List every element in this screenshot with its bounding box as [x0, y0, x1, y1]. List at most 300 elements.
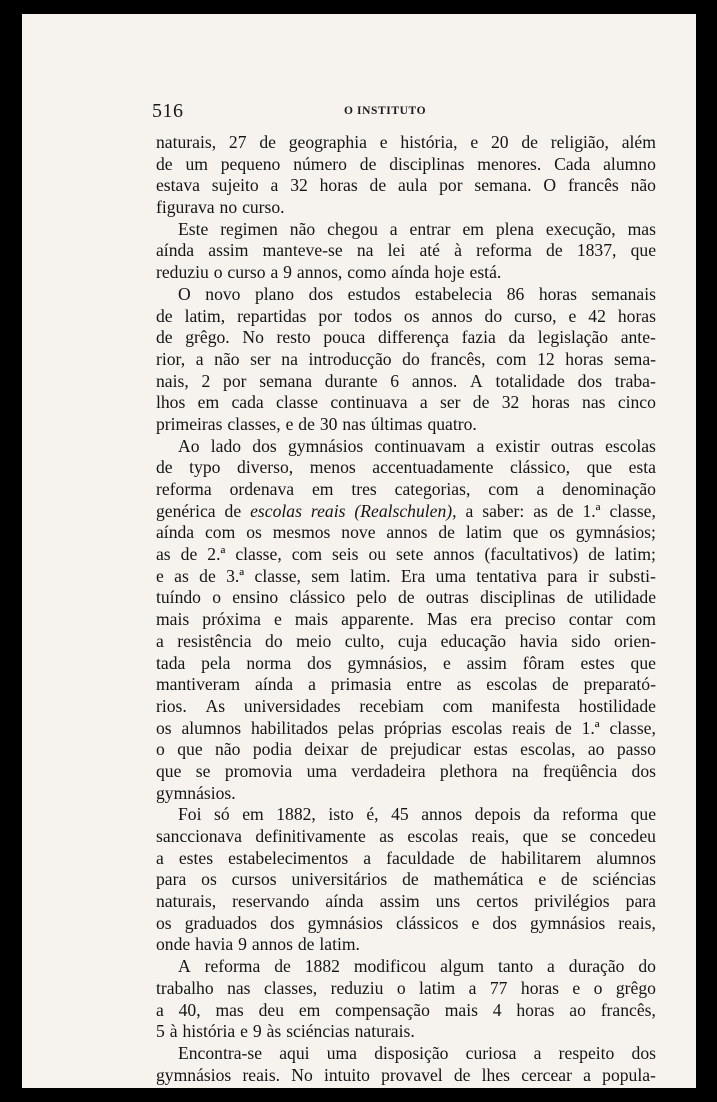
word: os	[246, 522, 262, 543]
word: horas	[520, 977, 559, 998]
word: e	[538, 869, 547, 890]
word: genérica	[156, 500, 216, 521]
word: horas	[516, 999, 555, 1020]
word: que	[177, 739, 203, 760]
word: a	[363, 847, 372, 868]
word: não	[289, 218, 316, 239]
word: resistência	[177, 630, 252, 651]
word: por	[223, 370, 247, 391]
word: curso,	[514, 305, 557, 326]
word: seis	[332, 544, 359, 565]
word: os	[403, 305, 420, 326]
word: disciplinas	[480, 587, 556, 608]
word: havia	[195, 934, 234, 955]
word: saber:	[482, 500, 525, 521]
word: denominação	[562, 479, 656, 499]
word: apparente.	[341, 609, 414, 630]
word: annos	[431, 305, 473, 326]
word: Cada	[554, 153, 591, 174]
word: de	[438, 522, 455, 543]
word: existir	[495, 435, 540, 456]
word: alumnos	[596, 847, 656, 868]
word: universidades	[243, 695, 341, 716]
word: pela	[201, 652, 231, 673]
word: de	[156, 457, 173, 478]
text-line	[156, 674, 656, 696]
word: classe,	[254, 565, 301, 586]
word: curso.	[242, 197, 285, 218]
text-line	[156, 479, 656, 501]
word: sanccionava	[156, 826, 242, 846]
text-line	[156, 783, 656, 805]
word: na	[356, 240, 374, 261]
word: ou	[368, 544, 387, 565]
word: reduziu	[330, 977, 384, 998]
word: sete	[396, 544, 424, 565]
word: 32	[501, 392, 520, 413]
word: 1882,	[276, 804, 316, 825]
text-line	[156, 544, 656, 566]
word: (facultativos)	[484, 544, 579, 565]
word: continuava	[330, 392, 408, 413]
word: de	[297, 934, 315, 955]
word: 1.ª	[582, 500, 601, 521]
word: latim.	[319, 934, 360, 955]
word: sido	[571, 630, 601, 651]
word: deixar	[304, 739, 349, 760]
word: manifesta	[491, 695, 561, 716]
word: nais,	[156, 370, 189, 391]
word: modificou	[353, 956, 427, 977]
word: cercear	[521, 1064, 572, 1085]
word: não	[630, 175, 656, 196]
word: definitivamente	[255, 826, 366, 846]
word: as	[174, 565, 189, 586]
word: 30	[319, 413, 338, 434]
word: os	[156, 912, 172, 933]
word: ordenava	[229, 479, 295, 499]
word: semanais	[591, 283, 656, 304]
word: de	[274, 956, 291, 977]
word: em	[197, 392, 220, 413]
word: 20	[490, 132, 509, 152]
word: de	[156, 305, 173, 326]
word: reais	[310, 500, 346, 521]
word: francês,	[430, 348, 486, 369]
text-line	[156, 587, 656, 609]
word: orien-	[613, 630, 656, 651]
word: escolas	[486, 674, 538, 695]
word: dos	[492, 912, 517, 933]
word: Ao	[178, 435, 200, 456]
word: a	[156, 630, 164, 651]
word: mais	[444, 999, 478, 1020]
word: habilitarem	[501, 847, 582, 868]
word: naturais,	[156, 891, 217, 912]
word: Este	[178, 218, 209, 239]
word: norma	[246, 652, 292, 673]
word: escolas	[451, 717, 503, 738]
word: as	[533, 500, 548, 521]
text-line	[156, 631, 656, 653]
word: naturais,	[156, 132, 217, 152]
text-line	[156, 956, 656, 978]
word: nas	[227, 977, 251, 998]
word: e	[156, 565, 164, 586]
text-line	[156, 327, 656, 349]
word: 45	[391, 804, 409, 825]
word: a	[156, 847, 164, 868]
word: menos	[309, 457, 356, 478]
word: Era	[400, 565, 426, 586]
word: curiosa	[465, 1042, 517, 1063]
word: uma	[306, 760, 337, 781]
text-line	[156, 457, 656, 479]
word: algum	[440, 956, 485, 977]
text-line	[156, 718, 656, 740]
word: história	[182, 1021, 236, 1042]
word: traba-	[614, 370, 656, 391]
word: dos	[631, 1042, 656, 1063]
text-line	[156, 392, 656, 414]
word: nas	[582, 392, 606, 413]
text-line	[156, 219, 656, 241]
word: a	[270, 175, 279, 196]
word: annos,	[296, 262, 343, 283]
word: dos	[252, 435, 277, 456]
text-line	[156, 522, 656, 544]
word: reais	[512, 717, 546, 738]
text-line	[156, 826, 656, 848]
word: geographia	[288, 132, 367, 152]
word: reais,	[471, 826, 510, 846]
word: outras	[425, 587, 469, 608]
word: escolas	[250, 500, 302, 521]
word: escolas,	[520, 739, 576, 760]
word: de	[469, 847, 487, 868]
word: mais	[156, 609, 190, 630]
word: tres	[351, 479, 377, 499]
word: as	[379, 826, 394, 846]
word: 2.ª	[207, 544, 226, 565]
word: o	[212, 587, 222, 608]
word: onde	[156, 934, 191, 955]
word: de	[453, 1064, 471, 1085]
word: havia	[519, 630, 558, 651]
word: horas	[617, 305, 656, 326]
word: o	[213, 262, 223, 283]
word: 4	[492, 999, 502, 1020]
word: reforma	[476, 240, 532, 261]
word: de	[472, 392, 490, 413]
word: a	[465, 500, 474, 521]
word: primasia	[330, 674, 392, 695]
word: 1.ª	[581, 717, 600, 738]
word: 9	[252, 1021, 262, 1042]
word: gymnásios	[156, 1064, 232, 1085]
word: concedeu	[589, 826, 656, 846]
word: a	[389, 218, 398, 239]
word: estudos	[347, 283, 401, 304]
word: substi-	[608, 565, 656, 586]
word: não	[215, 739, 241, 760]
word: gymnásios,	[347, 652, 428, 673]
word: o	[396, 977, 406, 998]
word: sciéncias	[592, 869, 656, 890]
word: rios.	[156, 695, 187, 716]
word: e	[471, 912, 480, 933]
text-line	[156, 175, 656, 197]
word: todos	[353, 305, 392, 326]
word: a	[547, 956, 555, 977]
word: latim	[465, 522, 502, 543]
word: não	[214, 348, 240, 369]
word: no	[219, 197, 238, 218]
word: entre	[406, 674, 442, 695]
word: a	[476, 435, 485, 456]
word: à	[454, 240, 462, 261]
word: horas	[565, 348, 604, 369]
word: isto	[328, 804, 354, 825]
word: de	[224, 500, 242, 521]
word: hostilidade	[578, 695, 656, 716]
word: Mas	[426, 609, 458, 630]
text-line	[156, 869, 656, 891]
word: dos	[631, 760, 656, 781]
text-line	[156, 1065, 656, 1087]
word: como	[347, 262, 387, 283]
word: classe	[276, 392, 319, 413]
word: uma	[435, 565, 466, 586]
word: prejudicar	[389, 739, 462, 760]
word: estava	[156, 175, 200, 196]
word: e	[285, 413, 294, 434]
word: menores.	[477, 153, 542, 174]
word: além	[621, 132, 656, 152]
word: aínda	[156, 522, 195, 543]
word: se	[195, 760, 211, 781]
word: de	[156, 327, 173, 348]
word: legislação	[537, 327, 609, 348]
word: de	[521, 132, 538, 152]
text-line	[156, 197, 656, 219]
word: ser	[439, 392, 461, 413]
word: cinco	[617, 392, 656, 413]
word: sujeito	[211, 175, 259, 196]
word: reais.	[242, 1064, 281, 1085]
word: ao	[569, 999, 586, 1020]
word: estabelecimentos	[228, 847, 349, 868]
word: na	[281, 348, 298, 369]
text-line	[156, 1043, 656, 1065]
word: de	[555, 717, 572, 738]
word: annos	[421, 804, 463, 825]
word: com	[291, 544, 323, 565]
text-line	[156, 891, 656, 913]
word: de	[369, 175, 387, 196]
word: reforma	[156, 479, 212, 499]
word: promovia	[224, 760, 293, 781]
word: por	[439, 175, 463, 196]
word: em	[298, 999, 321, 1020]
word: aínda	[391, 262, 430, 283]
word: assim	[379, 891, 420, 912]
word: à	[169, 1021, 178, 1042]
word: aínda	[325, 891, 364, 912]
word: estabelecia	[414, 283, 493, 304]
word: 42	[588, 305, 606, 326]
word: mathemática	[433, 869, 524, 890]
text-line	[156, 804, 656, 826]
word: culto,	[344, 630, 385, 651]
word: gymnásios	[287, 435, 364, 456]
word: os	[156, 717, 172, 738]
word: tuíndo	[156, 587, 201, 608]
text-line	[156, 761, 656, 783]
word: de	[199, 565, 216, 586]
word: 6	[390, 370, 400, 391]
word: recebiam	[359, 695, 424, 716]
word: da	[533, 804, 550, 825]
word: de	[402, 869, 419, 890]
word: a	[419, 392, 428, 413]
word: do	[484, 305, 503, 326]
word: os	[201, 869, 217, 890]
word: O	[178, 283, 191, 304]
word: até	[419, 240, 440, 261]
word: dos	[577, 370, 603, 391]
word: aínda	[156, 240, 195, 261]
word: só	[214, 804, 230, 825]
word: de	[298, 413, 315, 434]
word: latim	[419, 977, 456, 998]
word: No	[291, 1064, 313, 1085]
word: cada	[231, 392, 264, 413]
word: mantiveram	[156, 674, 241, 695]
word: do	[265, 630, 283, 651]
word: um	[185, 153, 208, 174]
word: religião,	[550, 132, 609, 152]
word: novo	[205, 283, 241, 304]
word: a	[468, 977, 477, 998]
word: 1837,	[576, 240, 617, 261]
word: com	[442, 695, 473, 716]
text-line	[156, 306, 656, 328]
word: repartidas	[237, 305, 307, 326]
word: 3.ª	[226, 565, 245, 586]
word: latim.	[349, 565, 391, 586]
word: privilégios	[534, 891, 610, 912]
word: universitários	[291, 869, 388, 890]
word: tanto	[497, 956, 534, 977]
word: mas	[627, 218, 656, 239]
word: provavel	[381, 1064, 443, 1085]
word: execução,	[545, 218, 616, 239]
word: em	[242, 804, 264, 825]
word: gymnásios.	[156, 782, 236, 803]
word: próprias	[383, 717, 442, 738]
word: se	[561, 826, 577, 846]
word: educação	[440, 630, 507, 651]
word: categorias,	[394, 479, 471, 499]
text-line	[156, 848, 656, 870]
text-line	[156, 978, 656, 1000]
word: do	[402, 348, 420, 369]
word: grêgo.	[185, 327, 230, 348]
word: o	[156, 739, 165, 760]
word: pouca	[323, 327, 366, 348]
word: podia	[252, 739, 292, 760]
word: passo	[616, 739, 656, 760]
word: reais,	[618, 912, 656, 933]
word: classe,	[609, 500, 656, 521]
word: dos	[270, 912, 295, 933]
word: gymnásios	[529, 912, 606, 933]
word: horas	[538, 283, 577, 304]
word: escolas	[407, 826, 459, 846]
word: a	[270, 262, 279, 283]
word: francês	[567, 175, 619, 196]
word: 1882	[304, 956, 340, 977]
word: As	[205, 695, 226, 716]
word: tada	[156, 652, 186, 673]
text-line	[156, 501, 656, 523]
text-line	[156, 609, 656, 631]
word: No	[242, 327, 264, 348]
text-line	[156, 240, 656, 262]
word: horas	[319, 175, 358, 196]
word: 86	[506, 283, 525, 304]
word: depois	[474, 804, 521, 825]
word: differença	[378, 327, 449, 348]
word: de	[546, 240, 563, 261]
word: as	[156, 544, 171, 565]
word: sciéncias	[286, 1021, 350, 1042]
text-line	[156, 436, 656, 458]
word: de	[588, 544, 605, 565]
word: e	[240, 1021, 248, 1042]
word: utilidade	[594, 587, 656, 608]
word: fôram	[522, 652, 565, 673]
word: e	[443, 652, 451, 673]
word: clássicos	[395, 912, 459, 933]
word: de	[561, 869, 578, 890]
word: era	[470, 609, 492, 630]
word: o	[593, 977, 603, 998]
word: em	[462, 218, 484, 239]
word: reservando	[232, 891, 310, 912]
word: faculdade	[386, 847, 455, 868]
word: annos	[386, 522, 428, 543]
word: A	[470, 370, 483, 391]
word: lhos	[156, 392, 186, 413]
word: disciplinas	[389, 153, 465, 174]
word: outras	[550, 435, 594, 456]
word: escolas	[605, 435, 656, 456]
word: naturais.	[354, 1021, 415, 1042]
text-line	[156, 696, 656, 718]
word: ir	[587, 565, 599, 586]
word: annos.	[411, 370, 458, 391]
word: clássico	[289, 587, 346, 608]
text-line	[156, 653, 656, 675]
text-line	[156, 371, 656, 393]
word: classes,	[263, 977, 318, 998]
word: de	[566, 587, 584, 608]
word: preparató-	[583, 674, 656, 695]
word: plano	[255, 283, 295, 304]
word: aula	[397, 175, 428, 196]
